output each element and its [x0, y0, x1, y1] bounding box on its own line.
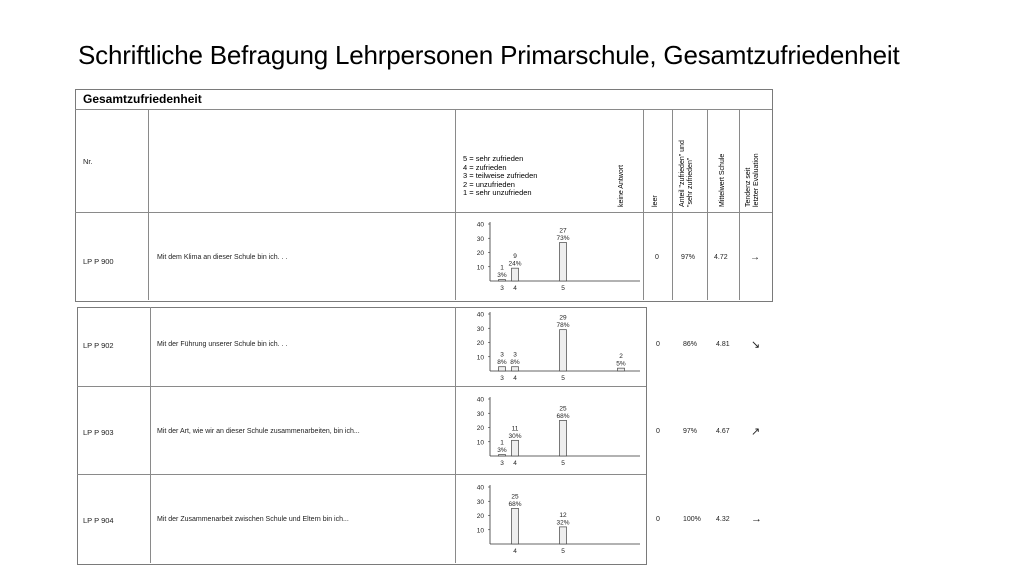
bar-count-label: 2	[619, 353, 623, 361]
bar-percent-label: 8%	[497, 359, 507, 367]
x-tick-label: 5	[561, 460, 565, 467]
row-903-anteil: 97%	[683, 428, 698, 435]
x-tick-label: 5	[561, 548, 565, 555]
bar	[560, 330, 567, 371]
bar-count-label: 1	[500, 264, 504, 272]
row-903-mittelwert: 4.67	[716, 428, 730, 435]
bar	[512, 268, 519, 281]
keine-antwort-header: keine Antwort	[618, 164, 625, 207]
bar-count-label: 25	[511, 493, 519, 501]
bar-percent-label: 5%	[616, 360, 626, 368]
y-tick-label: 20	[476, 425, 484, 432]
bar-percent-label: 8%	[510, 359, 520, 367]
x-tick-label: 4	[513, 285, 517, 292]
bar-count-label: 9	[513, 253, 517, 261]
legend-4: 4 = zufrieden	[463, 162, 507, 172]
row-902-question: Mit der Führung unserer Schule bin ich. . .	[157, 341, 288, 348]
y-tick-label: 10	[476, 354, 484, 362]
tendenz-header-line1: Tendenz seit	[745, 167, 752, 207]
legend-5: 5 = sehr zufrieden	[463, 154, 524, 163]
row-902-tendenz: ↘	[751, 339, 761, 351]
bar	[560, 420, 567, 456]
bar	[560, 527, 567, 544]
y-tick-label: 40	[476, 484, 484, 492]
row-903-leer: 0	[656, 428, 660, 435]
anteil-header-line2: "sehr zufrieden"	[687, 157, 694, 207]
bar	[512, 367, 519, 371]
x-tick-label: 3	[500, 285, 504, 292]
survey-table-top	[75, 89, 773, 302]
row-900-mittelwert: 4.72	[714, 254, 728, 261]
y-tick-label: 10	[476, 439, 484, 447]
y-tick-label: 20	[476, 340, 484, 347]
row-900-nr: LP P 900	[83, 257, 114, 266]
bar-percent-label: 68%	[556, 412, 570, 420]
y-tick-label: 30	[476, 498, 484, 506]
row-902-leer: 0	[656, 341, 660, 348]
anteil-header-line1: Anteil "zufrieden" und	[679, 140, 686, 207]
y-tick-label: 10	[476, 264, 484, 272]
rating-legend	[463, 155, 537, 198]
mittelwert-header: Mittelwert Schule	[719, 153, 726, 207]
row-904-tendenz: →	[751, 513, 762, 525]
nr-header: Nr.	[83, 157, 93, 166]
y-tick-label: 20	[476, 513, 484, 520]
row-904-anteil: 100%	[683, 516, 701, 523]
bar-count-label: 25	[559, 405, 567, 413]
bar-count-label: 12	[559, 511, 567, 519]
row-900-question: Mit dem Klima an dieser Schule bin ich. . .	[157, 254, 288, 261]
bar-count-label: 29	[559, 314, 567, 322]
row-904-nr: LP P 904	[83, 516, 114, 525]
row-904-leer: 0	[656, 516, 660, 523]
bar	[618, 368, 625, 371]
x-tick-label: 3	[500, 375, 504, 382]
y-tick-label: 30	[476, 235, 484, 243]
leer-header: leer	[652, 195, 659, 207]
row-904-question: Mit der Zusammenarbeit zwischen Schule und Eltern bin ich...	[157, 516, 349, 523]
bar-count-label: 3	[513, 351, 517, 359]
bar	[499, 280, 506, 281]
row-902-nr: LP P 902	[83, 341, 114, 350]
x-tick-label: 3	[500, 460, 504, 467]
x-tick-label: 4	[513, 548, 517, 555]
bar	[499, 367, 506, 371]
y-tick-label: 40	[476, 311, 484, 319]
legend-3: 3 = teilweise zufrieden	[463, 171, 538, 180]
bar-percent-label: 78%	[556, 322, 570, 330]
x-tick-label: 5	[561, 375, 565, 382]
bar-percent-label: 3%	[497, 272, 507, 280]
chart-904	[458, 477, 643, 564]
y-tick-label: 10	[476, 527, 484, 535]
y-tick-label: 40	[476, 396, 484, 404]
chart-902	[458, 304, 643, 391]
anteil-header	[679, 140, 695, 207]
bar-percent-label: 32%	[556, 519, 570, 527]
row-903-nr: LP P 903	[83, 428, 114, 437]
chart-900	[458, 214, 643, 301]
row-902-mittelwert: 4.81	[716, 341, 730, 348]
row-900-leer: 0	[655, 254, 659, 261]
x-tick-label: 4	[513, 375, 517, 382]
chart-903	[458, 389, 643, 476]
bar-percent-label: 3%	[497, 447, 507, 455]
bar-count-label: 1	[500, 439, 504, 447]
x-tick-label: 5	[561, 285, 565, 292]
tendenz-header-line2: letzter Evaluation	[753, 153, 760, 207]
legend-1: 1 = sehr unzufrieden	[463, 188, 532, 197]
section-title: Gesamtzufriedenheit	[83, 92, 202, 106]
y-tick-label: 20	[476, 250, 484, 257]
x-tick-label: 4	[513, 460, 517, 467]
legend-2: 2 = unzufrieden	[463, 179, 515, 189]
bar-count-label: 3	[500, 351, 504, 359]
bar-percent-label: 68%	[508, 500, 522, 508]
row-900-tendenz: →	[750, 252, 760, 263]
row-903-tendenz: ↗	[751, 426, 761, 438]
y-tick-label: 30	[476, 410, 484, 418]
bar-percent-label: 24%	[508, 260, 522, 268]
slide-title: Schriftliche Befragung Lehrpersonen Primarschule, Gesamtzufriedenheit	[78, 40, 900, 70]
bar-percent-label: 73%	[556, 235, 570, 243]
bar-count-label: 27	[559, 227, 567, 235]
y-tick-label: 40	[476, 221, 484, 229]
row-904-mittelwert: 4.32	[716, 516, 730, 523]
tendenz-header	[745, 153, 761, 207]
bar	[512, 508, 519, 544]
y-tick-label: 30	[476, 325, 484, 333]
bar	[499, 455, 506, 456]
row-902-anteil: 86%	[683, 341, 698, 348]
bar	[512, 440, 519, 456]
row-903-question: Mit der Art, wie wir an dieser Schule zusammenarbeiten, bin ich...	[157, 428, 360, 435]
bar-percent-label: 30%	[508, 432, 522, 440]
bar-count-label: 11	[511, 425, 519, 433]
bar	[560, 243, 567, 281]
row-900-anteil: 97%	[681, 254, 696, 261]
